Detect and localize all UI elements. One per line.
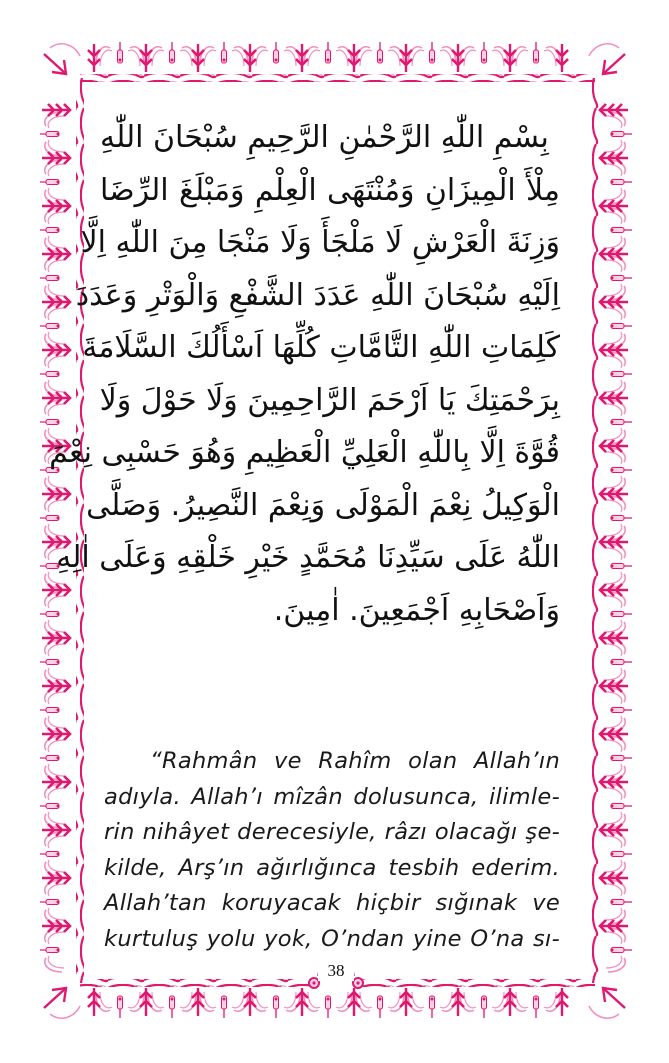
arabic-line: الْوَكِيلُ نِعْمَ الْمَوْلَى وَنِعْمَ النَّصِيرُ. وَصَلَّى xyxy=(86,487,560,523)
arabic-line: اللّٰهُ عَلَى سَيِّدِنَا مُحَمَّدٍ خَيْرِ خَلْقِهِ وَعَلَى اٰلِهِ xyxy=(56,540,560,575)
turkish-translation xyxy=(104,744,560,957)
translation-line: “Rahmân ve Rahîm olan Allah’ın xyxy=(150,748,560,774)
arabic-line: بِسْمِ اللّٰهِ الرَّحْمٰنِ الرَّحِيمِ سُبْحَانَ اللّٰهِ xyxy=(100,120,549,155)
border-top-ornaments xyxy=(88,42,568,72)
border-right-ornaments xyxy=(600,104,632,972)
translation-line: kurtuluş yolu yok, O’ndan yine O’na sı- xyxy=(104,925,560,952)
arabic-line: قُوَّةَ اِلَّا بِاللّٰهِ الْعَلِيِّ الْعَظِيمِ وَهُوَ حَسْبِى نِعْمَ xyxy=(49,435,560,470)
arabic-line: مِلْأَ الْمِيزَانِ وَمُنْتَهَى الْعِلْمِ وَمَبْلَغَ الرِّضَا xyxy=(100,172,560,208)
arabic-prayer-text xyxy=(49,112,560,637)
arabic-line: بِرَحْمَتِكَ يَا اَرْحَمَ الرَّاحِمِينَ وَلَا حَوْلَ وَلَا xyxy=(99,382,560,418)
border-left-rope xyxy=(76,78,84,983)
arabic-line: كَلِمَاتِ اللّٰهِ التَّامَّاتِ كُلِّهَا اَسْأَلُكَ السَّلَامَةَ xyxy=(82,330,560,365)
border-right-rope xyxy=(591,78,599,983)
border-top-rope xyxy=(80,74,595,82)
page-number: 38 xyxy=(318,961,354,981)
border-bottom-rope-left xyxy=(80,979,312,987)
translation-line: adıyla. Allah’ı mîzân dolusunca, ilimle- xyxy=(104,783,560,810)
translation-line: rin nihâyet derecesiyle, râzı olacağı şe- xyxy=(104,819,560,845)
border-bottom-rope-right xyxy=(360,979,595,987)
translation-line: Allah’tan koruyacak hiçbir sığınak ve xyxy=(104,890,560,916)
arabic-line: اِلَيْهِ سُبْحَانَ اللّٰهِ عَدَدَ الشَّفْعِ وَالْوَتْرِ وَعَدَدَ xyxy=(75,277,560,313)
arabic-line: وَزِنَةَ الْعَرْشِ لَا مَلْجَأَ وَلَا مَنْجَا مِنَ اللّٰهِ اِلَّا xyxy=(80,225,560,260)
arabic-line: وَاَصْحَابِهِ اَجْمَعِينَ. اٰمِينَ. xyxy=(273,592,560,628)
translation-line: kilde, Arş’ın ağırlığınca tesbih ederim. xyxy=(104,854,560,881)
